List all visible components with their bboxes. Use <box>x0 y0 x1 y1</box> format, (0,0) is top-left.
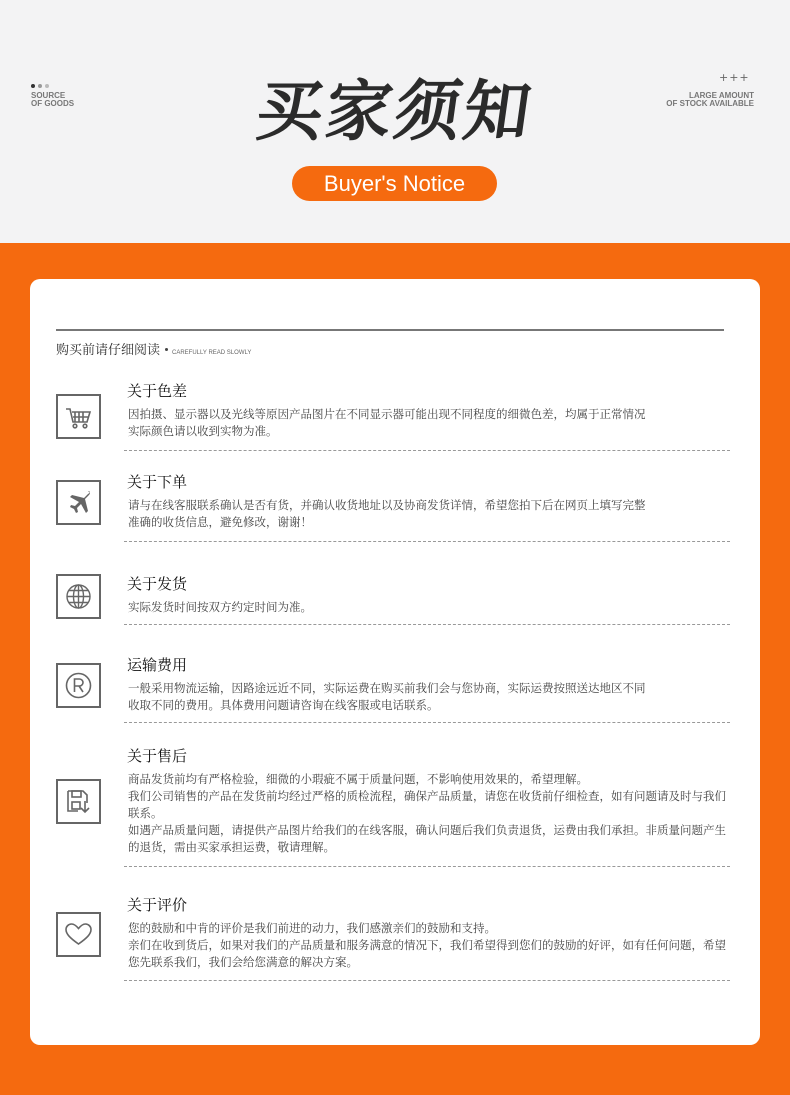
divider <box>124 866 730 867</box>
plus-decoration: +++ <box>719 71 750 84</box>
section-title: 关于发货 <box>127 575 188 593</box>
divider <box>124 541 730 542</box>
cart-icon <box>56 394 101 439</box>
notice-card <box>30 279 760 1045</box>
card-top-line <box>56 329 724 331</box>
section-text: 您的鼓励和中肯的评价是我们前进的动力，我们感激亲们的鼓励和支持。 亲们在收到货后，如果对我们的产品质量和服务满意的情况下，我们希望得到您们的鼓励的好评，如有任何问题，希望您先联系我们，我们会给您满意的解决方案。 <box>128 921 726 969</box>
source-of-goods-label: SOURCE OF GOODS <box>31 91 75 108</box>
section-text: 商品发货前均有严格检验，细微的小瑕疵不属于质量问题，不影响使用效果的，希望理解。 我们公司销售的产品在发货前均经过严格的质检流程，确保产品质量，请您在收货前仔细检查，如有问题请及时与我们联系。 如遇产品质量问题，请提供产品图片给我们的在线客服，确认问题后我们负责退货，运费由我们承担。非质量问题产生的退货，需由买家承担运费，敬请理解。 <box>128 772 726 854</box>
header-area <box>0 0 790 243</box>
section-text: 因拍摄、显示器以及光线等原因产品图片在不同显示器可能出现不同程度的细微色差，均属于正常情况 实际颜色请以收到实物为准。 <box>128 407 646 438</box>
registered-icon <box>56 663 101 708</box>
section-text: 一般采用物流运输，因路途远近不同，实际运费在购买前我们会与您协商，实际运费按照送达地区不同 收取不同的费用。具体费用问题请咨询在线客服或电话联系。 <box>128 681 646 712</box>
divider <box>124 450 730 451</box>
section-title: 关于售后 <box>127 747 188 765</box>
divider <box>124 624 730 625</box>
section-title: 关于评价 <box>127 896 188 914</box>
card-subtitle: 购买前请仔细阅读 CAREFULLY READ SLOWLY <box>56 343 252 358</box>
divider <box>124 722 730 723</box>
divider <box>124 980 730 981</box>
airplane-icon <box>56 480 101 525</box>
globe-icon <box>56 574 101 619</box>
section-text: 请与在线客服联系确认是否有货，并确认收货地址以及协商发货详情，希望您拍下后在网页上填写完整 准确的收货信息，避免修改，谢谢！ <box>128 498 646 529</box>
section-title: 运输费用 <box>127 656 188 674</box>
save-download-icon <box>56 779 101 824</box>
buyers-notice-badge: Buyer's Notice <box>292 166 497 201</box>
section-text: 实际发货时间按双方约定时间为准。 <box>128 600 312 614</box>
section-title: 关于色差 <box>127 382 188 400</box>
page-title: 买家须知 <box>251 73 539 150</box>
large-amount-label: LARGE AMOUNT OF STOCK AVAILABLE <box>666 91 754 108</box>
heart-icon <box>56 912 101 957</box>
section-title: 关于下单 <box>127 473 188 491</box>
